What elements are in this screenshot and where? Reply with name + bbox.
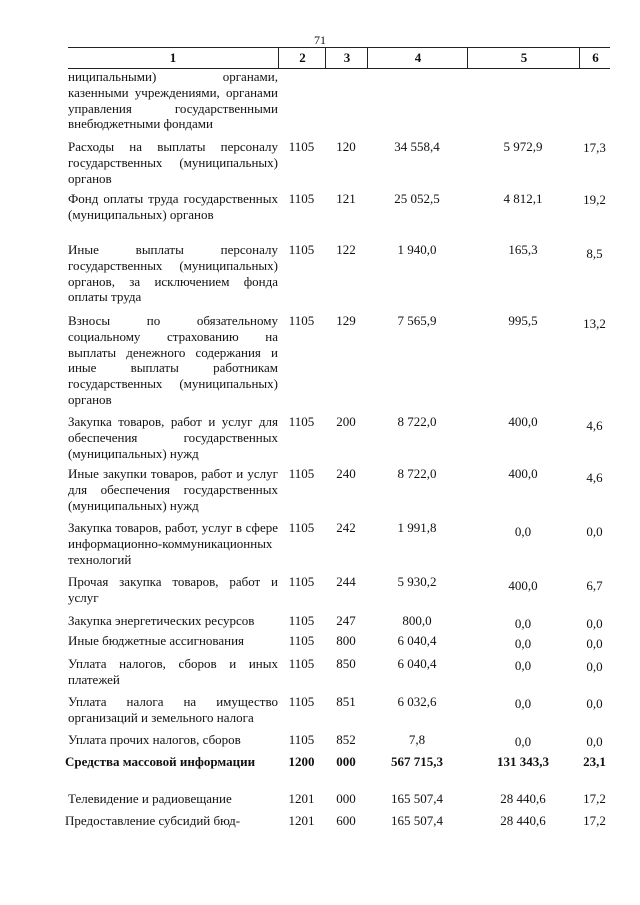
row-section-code: 1105 xyxy=(288,313,315,328)
row-section-code: 1200 xyxy=(288,754,315,769)
row-expense-code: 000 xyxy=(336,754,356,769)
row-percent: 8,5 xyxy=(586,246,603,261)
row-actual-value: 0,0 xyxy=(514,636,532,651)
row-expense-code: 122 xyxy=(336,242,356,257)
row-percent: 17,3 xyxy=(583,140,606,155)
row-expense-code: 000 xyxy=(336,791,356,806)
row-name: Взносы по обязательному социальному страхованию на выплаты денежного содержания и иные выплаты работникам государственных (муниципальных) органов xyxy=(68,313,278,407)
row-name: Уплата прочих налогов, сборов xyxy=(68,732,241,747)
row-name: Прочая закупка товаров, работ и услуг xyxy=(68,574,278,605)
row-actual-value: 0,0 xyxy=(514,616,532,631)
row-percent: 17,2 xyxy=(583,791,606,806)
row-expense-code: 121 xyxy=(336,191,356,206)
row-name: Телевидение и радиовещание xyxy=(68,791,232,806)
row-percent: 4,6 xyxy=(586,470,603,485)
row-percent: 0,0 xyxy=(586,524,603,539)
row-name: Иные закупки товаров, работ и услуг для обеспечения государственных (муниципальных) нужд xyxy=(68,466,278,513)
row-name: Уплата налогов, сборов и иных платежей xyxy=(68,656,278,687)
row-expense-code: 240 xyxy=(336,466,356,481)
row-actual-value: 5 972,9 xyxy=(503,139,543,154)
row-expense-code: 850 xyxy=(336,656,356,671)
header-col-4: 4 xyxy=(367,48,468,68)
row-expense-code: 244 xyxy=(336,574,356,589)
row-section-code: 1105 xyxy=(288,613,315,628)
row-expense-code: 242 xyxy=(336,520,356,535)
row-actual-value: 400,0 xyxy=(508,466,538,481)
row-actual-value: 4 812,1 xyxy=(503,191,543,206)
row-actual-value: 131 343,3 xyxy=(497,754,549,769)
row-section-code: 1105 xyxy=(288,656,315,671)
row-name: Расходы на выплаты персоналу государственных (муниципальных) органов xyxy=(68,139,278,186)
row-plan-value: 165 507,4 xyxy=(391,791,443,806)
row-plan-value: 6 040,4 xyxy=(397,633,437,648)
row-plan-value: 1 991,8 xyxy=(397,520,437,535)
row-section-code: 1105 xyxy=(288,694,315,709)
row-plan-value: 567 715,3 xyxy=(391,754,443,769)
row-plan-value: 5 930,2 xyxy=(397,574,437,589)
row-plan-value: 7 565,9 xyxy=(397,313,437,328)
row-name: Закупка товаров, работ и услуг для обеспечения государственных (муниципальных) нужд xyxy=(68,414,278,461)
row-plan-value: 800,0 xyxy=(402,613,432,628)
row-percent: 4,6 xyxy=(586,418,603,433)
row-plan-value: 25 052,5 xyxy=(394,191,440,206)
row-percent: 0,0 xyxy=(586,734,603,749)
row-expense-code: 852 xyxy=(336,732,356,747)
row-name: Закупка товаров, работ, услуг в сфере информационно-коммуникационных технологий xyxy=(68,520,278,567)
table-header xyxy=(68,47,610,69)
row-name: Уплата налога на имущество организаций и земельного налога xyxy=(68,694,278,725)
row-actual-value: 995,5 xyxy=(508,313,538,328)
row-name: Закупка энергетических ресурсов xyxy=(68,613,255,628)
header-col-2: 2 xyxy=(278,48,326,68)
row-percent: 17,2 xyxy=(583,813,606,828)
row-actual-value: 165,3 xyxy=(508,242,538,257)
row-plan-value: 7,8 xyxy=(408,732,426,747)
row-plan-value: 8 722,0 xyxy=(397,466,437,481)
row-section-code: 1105 xyxy=(288,191,315,206)
row-actual-value: 0,0 xyxy=(514,734,532,749)
row-actual-value: 0,0 xyxy=(514,696,532,711)
header-col-3: 3 xyxy=(325,48,368,68)
row-section-code: 1105 xyxy=(288,139,315,154)
row-percent: 0,0 xyxy=(586,616,603,631)
row-actual-value: 400,0 xyxy=(508,578,538,593)
row-section-code: 1105 xyxy=(288,732,315,747)
row-section-code: 1105 xyxy=(288,520,315,535)
row-expense-code: 247 xyxy=(336,613,356,628)
row-percent: 0,0 xyxy=(586,659,603,674)
row-section-code: 1105 xyxy=(288,633,315,648)
row-percent: 13,2 xyxy=(583,316,606,331)
page-number: 71 xyxy=(314,33,326,47)
row-section-code: 1201 xyxy=(288,813,315,828)
row-name: Иные бюджетные ассигнования xyxy=(68,633,245,648)
row-percent: 6,7 xyxy=(586,578,603,593)
row-actual-value: 0,0 xyxy=(514,524,532,539)
row-actual-value: 28 440,6 xyxy=(500,813,546,828)
row-name: Фонд оплаты труда государственных (муниципальных) органов xyxy=(68,191,278,222)
header-col-6: 6 xyxy=(579,48,611,68)
row-section-code: 1201 xyxy=(288,791,315,806)
row-plan-value: 165 507,4 xyxy=(391,813,443,828)
row-expense-code: 800 xyxy=(336,633,356,648)
row-expense-code: 129 xyxy=(336,313,356,328)
row-percent: 0,0 xyxy=(586,696,603,711)
header-col-5: 5 xyxy=(467,48,580,68)
row-name: Предоставление субсидий бюд- xyxy=(65,813,241,828)
row-percent: 19,2 xyxy=(583,192,606,207)
row-actual-value: 28 440,6 xyxy=(500,791,546,806)
row-section-code: 1105 xyxy=(288,574,315,589)
row-expense-code: 600 xyxy=(336,813,356,828)
row-expense-code: 120 xyxy=(336,139,356,154)
row-section-code: 1105 xyxy=(288,414,315,429)
row-plan-value: 34 558,4 xyxy=(394,139,440,154)
row-section-code: 1105 xyxy=(288,242,315,257)
row-plan-value: 1 940,0 xyxy=(397,242,437,257)
row-plan-value: 8 722,0 xyxy=(397,414,437,429)
row-section-code: 1105 xyxy=(288,466,315,481)
row-percent: 23,1 xyxy=(583,754,606,769)
row-name: Иные выплаты персоналу государственных (муниципальных) органов, за исключением фонда оплаты труда xyxy=(68,242,278,305)
row-percent: 0,0 xyxy=(586,636,603,651)
row-name: ниципальными) органами, казенными учреждениями, органами управления государственными внебюджетными фондами xyxy=(68,69,278,132)
row-name: Средства массовой информации xyxy=(65,754,256,769)
row-expense-code: 851 xyxy=(336,694,356,709)
row-plan-value: 6 040,4 xyxy=(397,656,437,671)
row-actual-value: 0,0 xyxy=(514,658,532,673)
header-col-1: 1 xyxy=(169,50,177,65)
row-actual-value: 400,0 xyxy=(508,414,538,429)
row-expense-code: 200 xyxy=(336,414,356,429)
row-plan-value: 6 032,6 xyxy=(397,694,437,709)
